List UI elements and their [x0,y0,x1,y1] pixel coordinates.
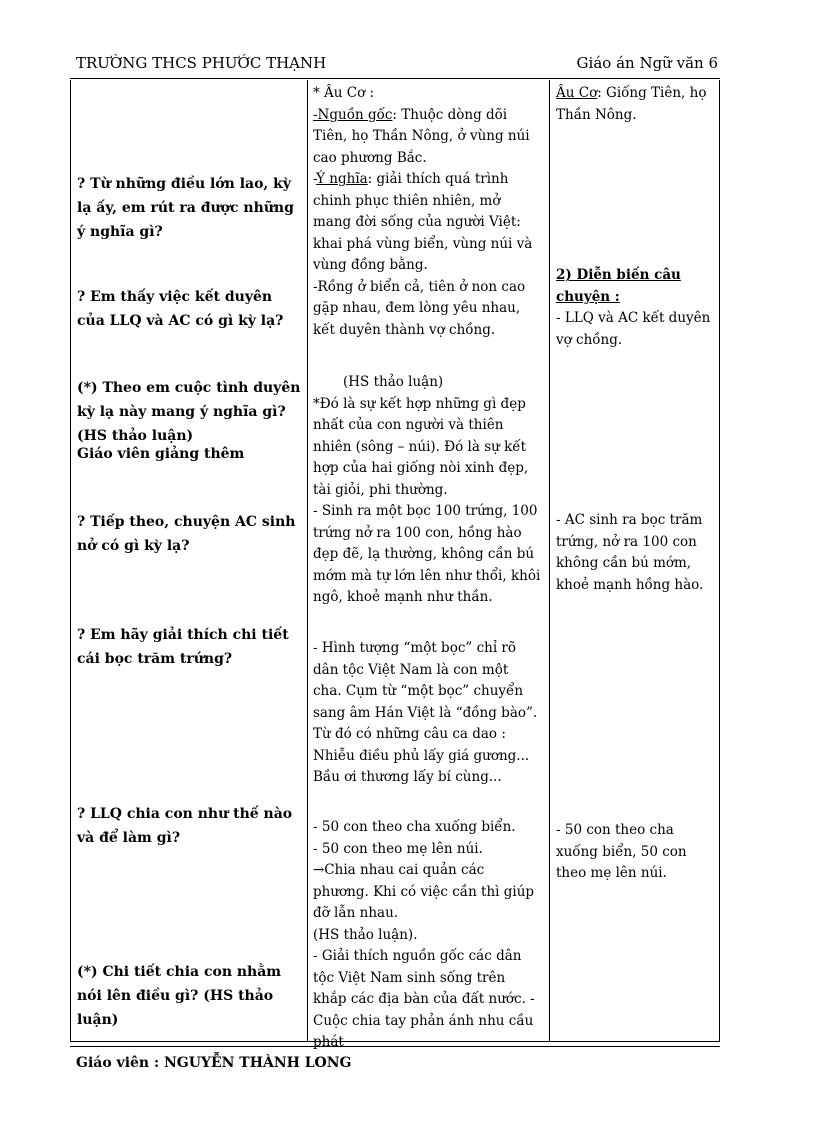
meaning-dash: - [313,171,317,187]
note-section [556,265,714,351]
column-divider [307,80,308,1041]
note-marriage: - LLQ và AC kết duyên vợ chồng. [556,310,711,348]
header-rule [70,78,720,79]
activity-split [313,817,541,1054]
symbolism-text: *Đó là sự kết hợp những gì đẹp nhất của con người và thiên nhiên (sông – núi). Đó là sự kết hợp của hai giống nòi xinh đẹp, tài giỏi, phi thường. [313,395,529,498]
auco-title: * Âu Cơ : [313,85,375,101]
note-split: - 50 con theo cha xuống biển, 50 con theo mẹ lên núi. [556,822,687,881]
folk-line: Bầu ơi thương lấy bí cùng... [313,769,502,785]
birth-text: - Sinh ra một bọc 100 trứng, 100 trứng nở ra 100 con, hồng hào đẹp đẽ, lạ thường, không cần bú mớm mà tự lớn lên như thổi, khôi ngô, khoẻ mạnh như thần. [313,503,541,605]
question: ? Tiếp theo, chuyện AC sinh nở có gì kỳ lạ? [77,514,296,554]
school-name: TRƯỜNG THCS PHƯỚC THẠNH [76,54,327,72]
sack-text: - Hình tượng “một bọc” chỉ rõ dân tộc Việt Nam là con một cha. Cụm từ “một bọc” chuyển sang âm Hán Việt là “đồng bào”. Từ đó có những câu ca dao : [313,640,538,742]
origin-label: -Nguồn gốc [313,106,393,123]
auco-label: Âu Cơ [556,85,598,101]
meaning-text: : giải thích quá trình chinh phục thiên nhiên, mở mang đời sống của người Việt: khai phá vùng biển, vùng núi và vùng đồng bằng. [313,171,533,273]
page-header [76,54,718,76]
question: (*) Theo em cuộc tình duyên kỳ lạ này mang ý nghĩa gì?(HS thảo luận) [77,380,301,444]
activity-sack [313,638,541,789]
activity-symbolism [313,372,541,609]
question: (*) Chi tiết chia con nhằm nói lên điều gì? (HS thảo luận) [77,964,282,1028]
explain-text: - Giải thích nguồn gốc các dân tộc Việt Nam sinh sống trên khắp các địa bàn của đất nước. - Cuộc chia tay phản ánh nhu cầu phát [313,948,535,1050]
split-line: - 50 con theo mẹ lên núi. [313,840,483,857]
section-heading: 2) Diễn biến câu chuyện : [556,267,681,305]
question: ? Từ những điều lớn lao, kỳ lạ ấy, em rút ra được những ý nghĩa gì? [77,176,294,240]
footer-rule [70,1046,720,1047]
question: ? Em thấy việc kết duyên của LLQ và AC có gì kỳ lạ? [77,289,284,329]
split-line: →Chia nhau cai quản các phương. Khi có việc cần thì giúp đỡ lẫn nhau. [313,862,535,921]
folk-line: Nhiễu điều phủ lấy giá gương... [313,747,530,764]
activity-auco [313,83,541,341]
auco-note: : Giống Tiên, họ Thần Nông. [556,85,707,123]
subject-title: Giáo án Ngữ văn 6 [576,54,718,72]
question: ? LLQ chia con như thế nào và để làm gì? [77,806,293,846]
lesson-table [70,80,720,1050]
marriage-text: -Rồng ở biển cả, tiên ở non cao gặp nhau, đem lòng yêu nhau, kết duyên thành vợ chồng. [313,278,526,338]
note-auco [556,83,714,126]
discuss-note: (HS thảo luận). [313,926,418,943]
origin-text: : Thuộc dòng dõi Tiên, họ Thần Nông, ở vùng núi cao phương Bắc. [313,106,530,166]
question: ? Em hãy giải thích chi tiết cái bọc trăm trứng? [77,627,289,667]
split-line: - 50 con theo cha xuống biển. [313,819,516,835]
note-birth: - AC sinh ra bọc trăm trứng, nở ra 100 con không cần bú mớm, khoẻ mạnh hồng hào. [556,512,704,593]
column-divider [549,80,550,1041]
meaning-label: Ý nghĩa [316,171,368,187]
teacher-name: Giáo viên : NGUYỄN THÀNH LONG [76,1055,352,1071]
discuss-note: (HS thảo luận) [343,374,444,390]
question: Giáo viên giảng thêm [77,446,245,462]
